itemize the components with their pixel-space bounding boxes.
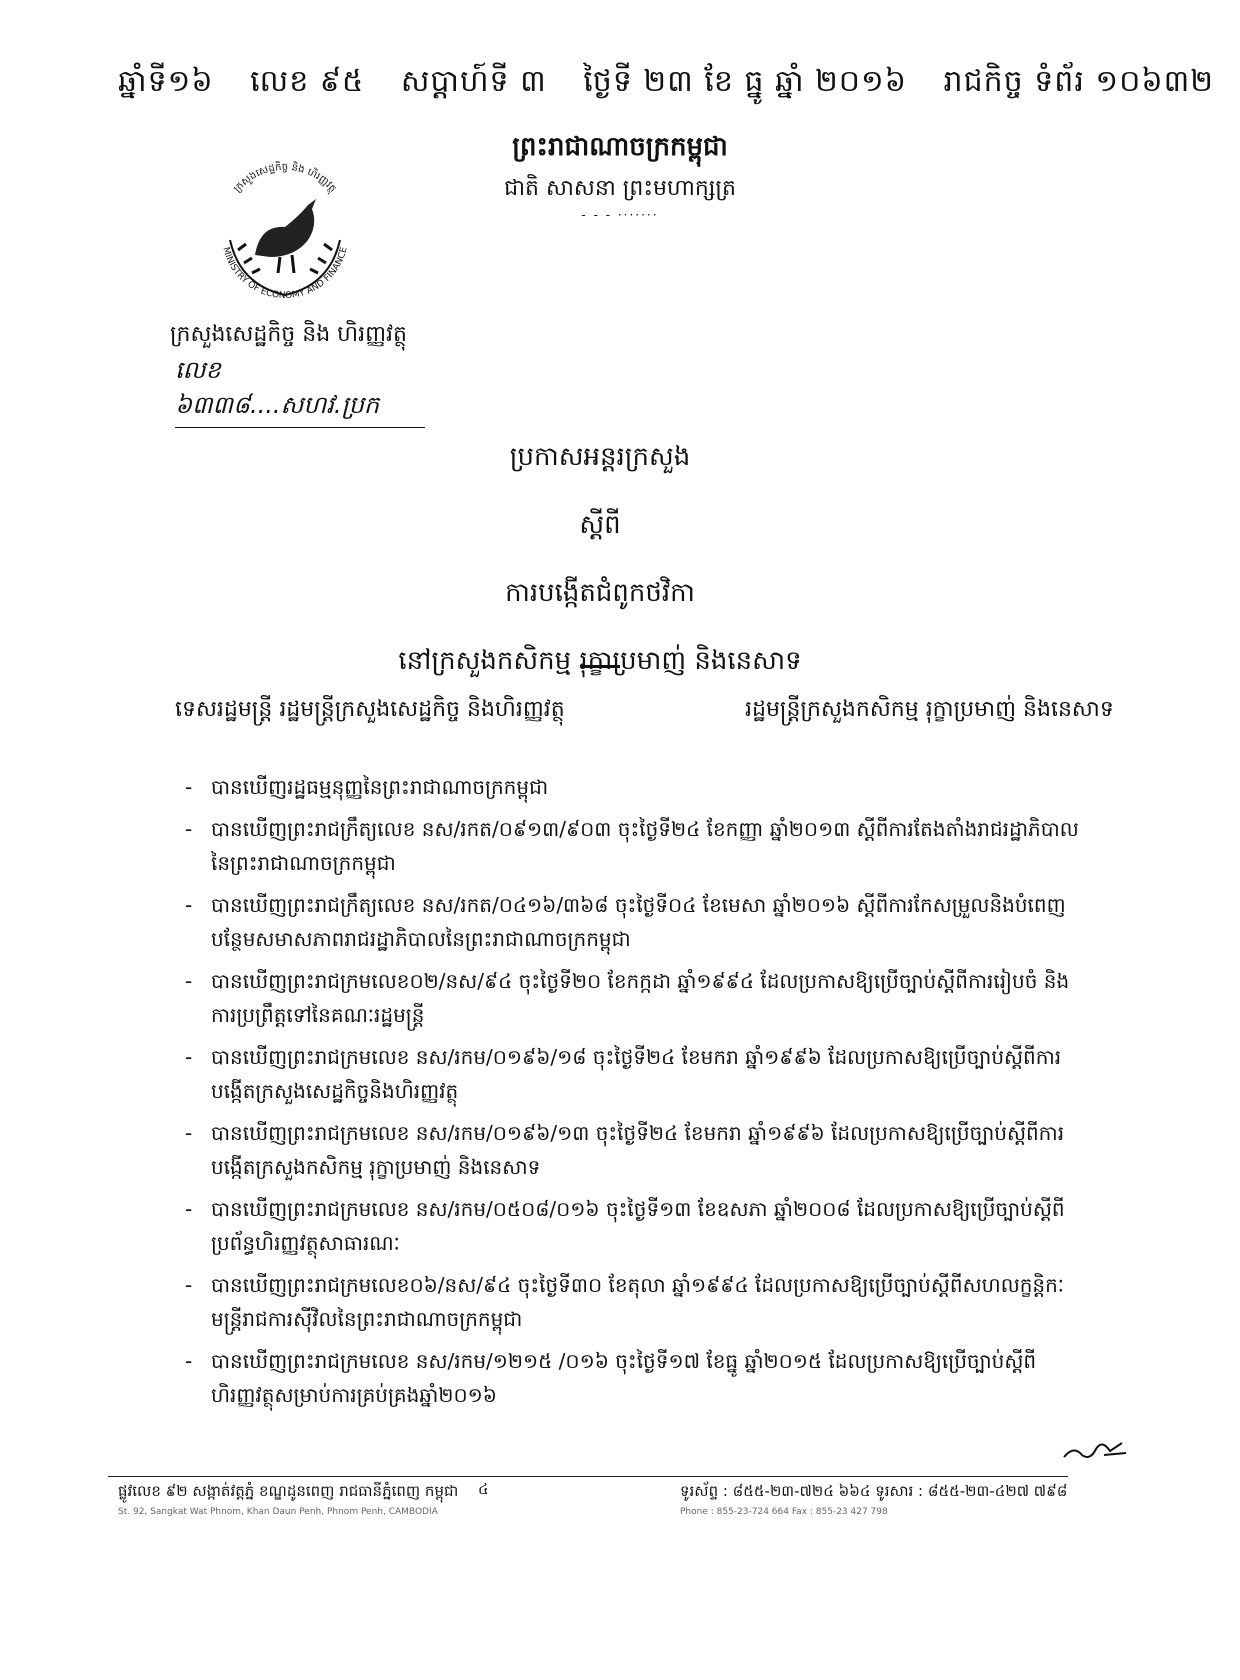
title-line-3: ការបង្កើតជំពូកថវិកា [505, 578, 695, 608]
footer-address-kh: ផ្លូវលេខ ៩២ សង្កាត់វត្តភ្នំ ខណ្ឌដូនពេញ រាជធានីភ្នំពេញ កម្ពុជា [118, 1482, 459, 1500]
recital-item: - បានឃើញព្រះរាជក្រមលេខ នស/រកម/០៥០៨/០១៦ ចុះថ្ងៃទី១៣ ខែឧសភា ឆ្នាំ២០០៨ ដែលប្រកាសឱ្យប្រើច្បាប់ស្តីពី ប្រព័ន្ធហិរញ្ញវត្ថុសាធារណៈ [185, 1192, 1085, 1260]
recital-item: - បានឃើញព្រះរាជក្រមលេខ០៦/នស/៩៤ ចុះថ្ងៃទី៣០ ខែតុលា ឆ្នាំ១៩៩៤ ដែលប្រកាសឱ្យប្រើច្បាប់ស្តីពីសហលក្ខន្តិកៈ មន្ត្រីរាជការស៊ីវិលនៃព្រះរាជាណាចក្រកម្ពុជា [185, 1268, 1085, 1336]
footer-phone-kh: ទូរស័ព្ទ : ៨៥៥-២៣-៧២៤ ៦៦៤ ទូរសារ : ៨៥៥-២៣-៤២៧ ៧៩៨ [680, 1482, 1068, 1500]
kingdom-heading [460, 130, 780, 222]
ministry-seal-icon [200, 145, 370, 315]
gazette-header [118, 62, 1214, 106]
issuer-left: ទេសរដ្ឋមន្ត្រី រដ្ឋមន្ត្រីក្រសួងសេដ្ឋកិច្ច និងហិរញ្ញវត្ថុ [175, 697, 565, 722]
document-title [390, 440, 810, 712]
footer-divider [108, 1476, 1068, 1477]
seal-text-bottom: MINISTRY OF ECONOMY AND FINANCE [220, 246, 350, 302]
seal-text-top: ក្រសួងសេដ្ឋកិច្ច និង ហិរញ្ញវត្ថុ [231, 161, 339, 195]
recital-item: - បានឃើញព្រះរាជក្រមលេខ០២/នស/៩៤ ចុះថ្ងៃទី២០ ខែកក្កដា ឆ្នាំ១៩៩៤ ដែលប្រកាសឱ្យប្រើច្បាប់ស្តីពីការរៀបចំ និងការប្រព្រឹត្តទៅនៃគណៈរដ្ឋមន្ត្រី [185, 964, 1085, 1032]
header-issue: លេខ ៩៥ [250, 64, 365, 99]
reference-number: លេខ ៦៣៣៨....សហវ.ប្រក [175, 355, 425, 428]
ministry-name: ក្រសួងសេដ្ឋកិច្ច និង ហិរញ្ញវត្ថុ [170, 322, 407, 347]
title-line-1: ប្រកាសអន្តរក្រសួង [509, 442, 691, 472]
recital-item: - បានឃើញព្រះរាជក្រមលេខ នស/រកម/០១៩៦/១៣ ចុះថ្ងៃទី២៤ ខែមករា ឆ្នាំ១៩៩៦ ដែលប្រកាសឱ្យប្រើច្បាប់ស្តីពីការ បង្កើតក្រសួងកសិកម្ម រុក្ខាប្រមាញ់ និងនេសាទ [185, 1116, 1085, 1184]
initials-signature-icon [1060, 1435, 1130, 1465]
footer-address-en: St. 92, Sangkat Wat Phnom, Khan Daun Penh, Phnom Penh, CAMBODIA [118, 1507, 438, 1517]
footer-contact [680, 1482, 1067, 1517]
title-line-2: ស្តីពី [579, 510, 621, 540]
footer-phone-en: Phone : 855-23-724 664 Fax : 855-23 427 798 [680, 1507, 888, 1517]
recital-item: - បានឃើញព្រះរាជក្រមលេខ នស/រកម/១២១៥ /០១៦ ចុះថ្ងៃទី១៧ ខែធ្នូ ឆ្នាំ២០១៥ ដែលប្រកាសឱ្យប្រើច្បាប់ស្តីពី ហិរញ្ញវត្ថុសម្រាប់ការគ្រប់គ្រងឆ្នាំ២០១៦ [185, 1344, 1085, 1412]
recital-item: - បានឃើញរដ្ឋធម្មនុញ្ញនៃព្រះរាជាណាចក្រកម្ពុជា [185, 770, 1085, 804]
kingdom-name: ព្រះរាជាណាចក្រកម្ពុជា [512, 132, 728, 162]
recital-item: - បានឃើញព្រះរាជក្រឹត្យលេខ នស/រកត/០៩១៣/៩០៣ ចុះថ្ងៃទី២៤ ខែកញ្ញា ឆ្នាំ២០១៣ ស្តីពីការតែងតាំងរាជរដ្ឋាភិបាល នៃព្រះរាជាណាចក្រកម្ពុជា [185, 812, 1085, 880]
title-line-4: នៅក្រសួងកសិកម្ម រុក្ខាប្រមាញ់ និងនេសាទ [398, 646, 802, 676]
recital-item: - បានឃើញព្រះរាជក្រមលេខ នស/រកម/០១៩៦/១៨ ចុះថ្ងៃទី២៤ ខែមករា ឆ្នាំ១៩៩៦ ដែលប្រកាសឱ្យប្រើច្បាប់ស្តីពីការ បង្កើតក្រសួងសេដ្ឋកិច្ចនិងហិរញ្ញវត្ថុ [185, 1040, 1085, 1108]
header-gazette-page: រាជកិច្ច ទំព័រ ១០៦៣២ [943, 64, 1214, 99]
header-year: ឆ្នាំទី១៦ [118, 64, 214, 99]
kingdom-motto: ជាតិ សាសនា ព្រះមហាក្សត្រ [504, 176, 736, 201]
kingdom-ornament: - - - ······· [581, 208, 659, 222]
svg-text:ក្រសួងសេដ្ឋកិច្ច និង ហិរញ្ញវត្ [232, 160, 338, 196]
issuer-right: រដ្ឋមន្ត្រីក្រសួងកសិកម្ម រុក្ខាប្រមាញ់ និងនេសាទ [745, 697, 1114, 722]
header-week: សប្តាហ៍ទី ៣ [400, 64, 547, 99]
footer-address [118, 1482, 458, 1517]
header-date: ថ្ងៃទី ២៣ ខែ ធ្នូ ឆ្នាំ ២០១៦ [583, 64, 907, 99]
recitals-list [185, 770, 1085, 1420]
footer-page-mark: ៤ [478, 1480, 489, 1498]
recital-item: - បានឃើញព្រះរាជក្រឹត្យលេខ នស/រកត/០៤១៦/៣៦៨ ចុះថ្ងៃទី០៤ ខែមេសា ឆ្នាំ២០១៦ ស្តីពីការកែសម្រួលនិងបំពេញ បន្ថែមសមាសភាពរាជរដ្ឋាភិបាលនៃព្រះរាជាណាចក្រកម្ពុជា [185, 888, 1085, 956]
title-divider [580, 665, 620, 668]
